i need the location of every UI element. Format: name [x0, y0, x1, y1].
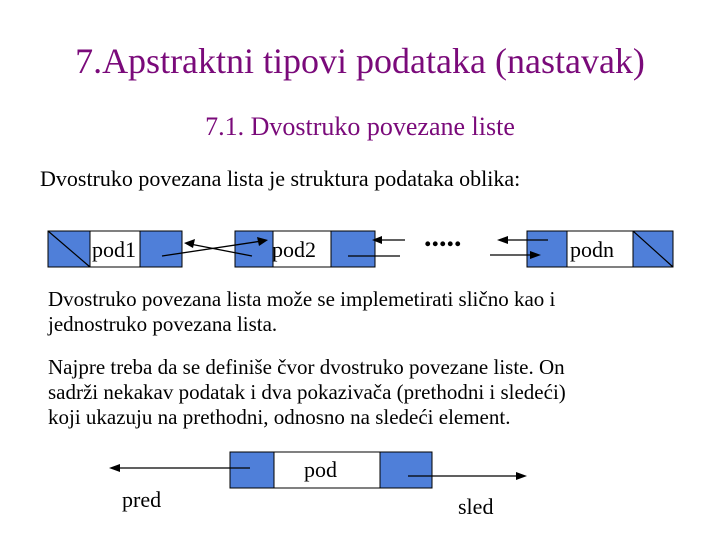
paragraph-line: sadrži nekakav podatak i dva pokazivača (prethodni i sledeći) — [48, 380, 566, 404]
next-pointer-cell — [380, 452, 432, 488]
paragraph-line: Dvostruko povezana lista može se implemetirati slično kao i — [48, 287, 556, 311]
ellipsis: ..... — [424, 220, 462, 253]
intro-text: Dvostruko povezana lista je struktura podataka oblika: — [40, 166, 521, 191]
paragraph-line: Najpre treba da se definiše čvor dvostruko povezane liste. On — [48, 355, 565, 379]
slide-subtitle: 7.1. Dvostruko povezane liste — [205, 112, 515, 141]
data-label: pod — [304, 457, 337, 482]
slide-title: 7.Apstraktni tipovi podataka (nastavak) — [75, 41, 645, 81]
prev-label: pred — [122, 487, 162, 512]
next-label: sled — [458, 494, 494, 519]
prev-arrow — [109, 464, 250, 472]
paragraph-line: jednostruko povezana lista. — [48, 312, 278, 336]
node-label: pod1 — [92, 237, 136, 262]
node-label: podn — [570, 237, 614, 262]
node-label: pod2 — [272, 237, 316, 262]
paragraph-line: koji ukazuju na prethodni, odnosno na sledeći element. — [48, 405, 511, 429]
prev-pointer-cell — [230, 452, 274, 488]
